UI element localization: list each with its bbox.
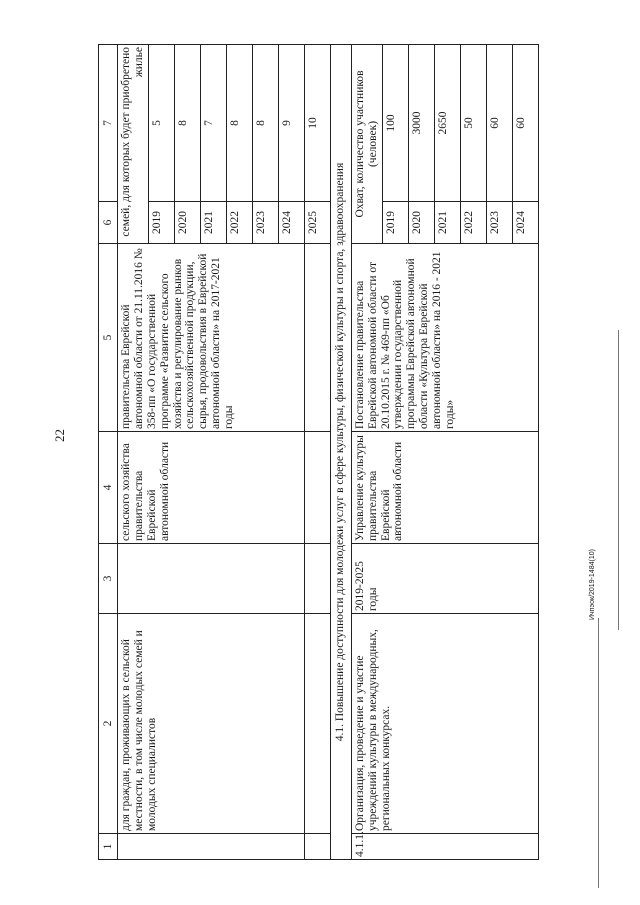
header-col-1: 1	[99, 834, 118, 860]
value-cell: 7	[200, 45, 226, 202]
header-col-7: 7	[99, 45, 118, 202]
year-cell: 2021	[200, 202, 226, 244]
year-cell: 2023	[486, 202, 512, 244]
scan-artifact-line	[598, 618, 599, 888]
row-cont-col1	[118, 834, 305, 860]
value-cell: 2650	[434, 45, 460, 202]
table-header-row	[99, 45, 118, 860]
header-col-3: 3	[99, 544, 118, 614]
document-code: Ичпэок/2019-1484(10)	[589, 549, 596, 620]
year-cell: 2023	[252, 202, 278, 244]
year-cell: 2019	[148, 202, 174, 244]
value-cell: 3000	[408, 45, 434, 202]
row-cont-document: правительства Еврейской автономной области от 21.11.2016 № 358-пп «О государственной программе «Развитие сельского хозяйства и регулирование рынков сельскохозяйственной продукции, сырья, продовольствия в Еврейской автономной области» на 2017-2021 годы	[118, 244, 305, 432]
row-cont-indicator-label: семей, для которых будет приобретено жилье	[118, 45, 149, 244]
item-document: Постановление правительства Еврейской автономной области от 20.10.2015 г. № 469-пп «Об утверждении государственной программы Еврейской автономной области «Культура Еврейской автономной области» на 2016 - 2021 годы»	[351, 244, 538, 432]
year-cell: 2022	[226, 202, 252, 244]
row-cont-executor: сельского хозяйства правительства Еврейской автономной области	[118, 432, 305, 544]
item-number: 4.1.1.	[351, 834, 538, 860]
item-period: 2019-2025 годы	[351, 544, 538, 614]
year-cell: 2020	[174, 202, 200, 244]
year-cell: 2020	[408, 202, 434, 244]
value-cell: 9	[278, 45, 304, 202]
item-description: Организация, проведение и участие учреждений культуры в международных, региональных конкурсах.	[351, 614, 538, 834]
value-cell: 5	[148, 45, 174, 202]
section-title: 4.1. Повышение доступности для молодежи услуг в сфере культуры, физической культуры и спорта, здравоохранения	[330, 45, 351, 860]
value-cell: 100	[382, 45, 408, 202]
scan-artifact-line	[618, 330, 619, 630]
header-col-4: 4	[99, 432, 118, 544]
table-row	[351, 45, 382, 860]
measures-table	[98, 44, 539, 860]
header-col-6: 6	[99, 202, 118, 244]
header-col-5: 5	[99, 244, 118, 432]
header-col-2: 2	[99, 614, 118, 834]
value-cell: 60	[512, 45, 538, 202]
year-cell: 2021	[434, 202, 460, 244]
item-executor: Управление культуры правительства Еврейской автономной области	[351, 432, 538, 544]
value-cell: 8	[226, 45, 252, 202]
row-cont-period	[118, 544, 305, 614]
year-cell: 2024	[512, 202, 538, 244]
page-number: 22	[52, 429, 67, 442]
table-row	[118, 45, 149, 860]
year-cell: 2024	[278, 202, 304, 244]
year-cell: 2022	[460, 202, 486, 244]
rotated-table-sheet	[98, 45, 578, 860]
section-row	[330, 45, 351, 860]
item-indicator-label: Охват, количество участников (человек)	[351, 45, 382, 244]
value-cell: 10	[304, 45, 330, 202]
table-row	[304, 45, 330, 860]
value-cell: 50	[460, 45, 486, 202]
row-cont-description: для граждан, проживающих в сельской местности, в том числе молодых семей и молодых специалистов	[118, 614, 305, 834]
year-cell: 2019	[382, 202, 408, 244]
value-cell: 60	[486, 45, 512, 202]
value-cell: 8	[252, 45, 278, 202]
year-cell: 2025	[304, 202, 330, 244]
value-cell: 8	[174, 45, 200, 202]
